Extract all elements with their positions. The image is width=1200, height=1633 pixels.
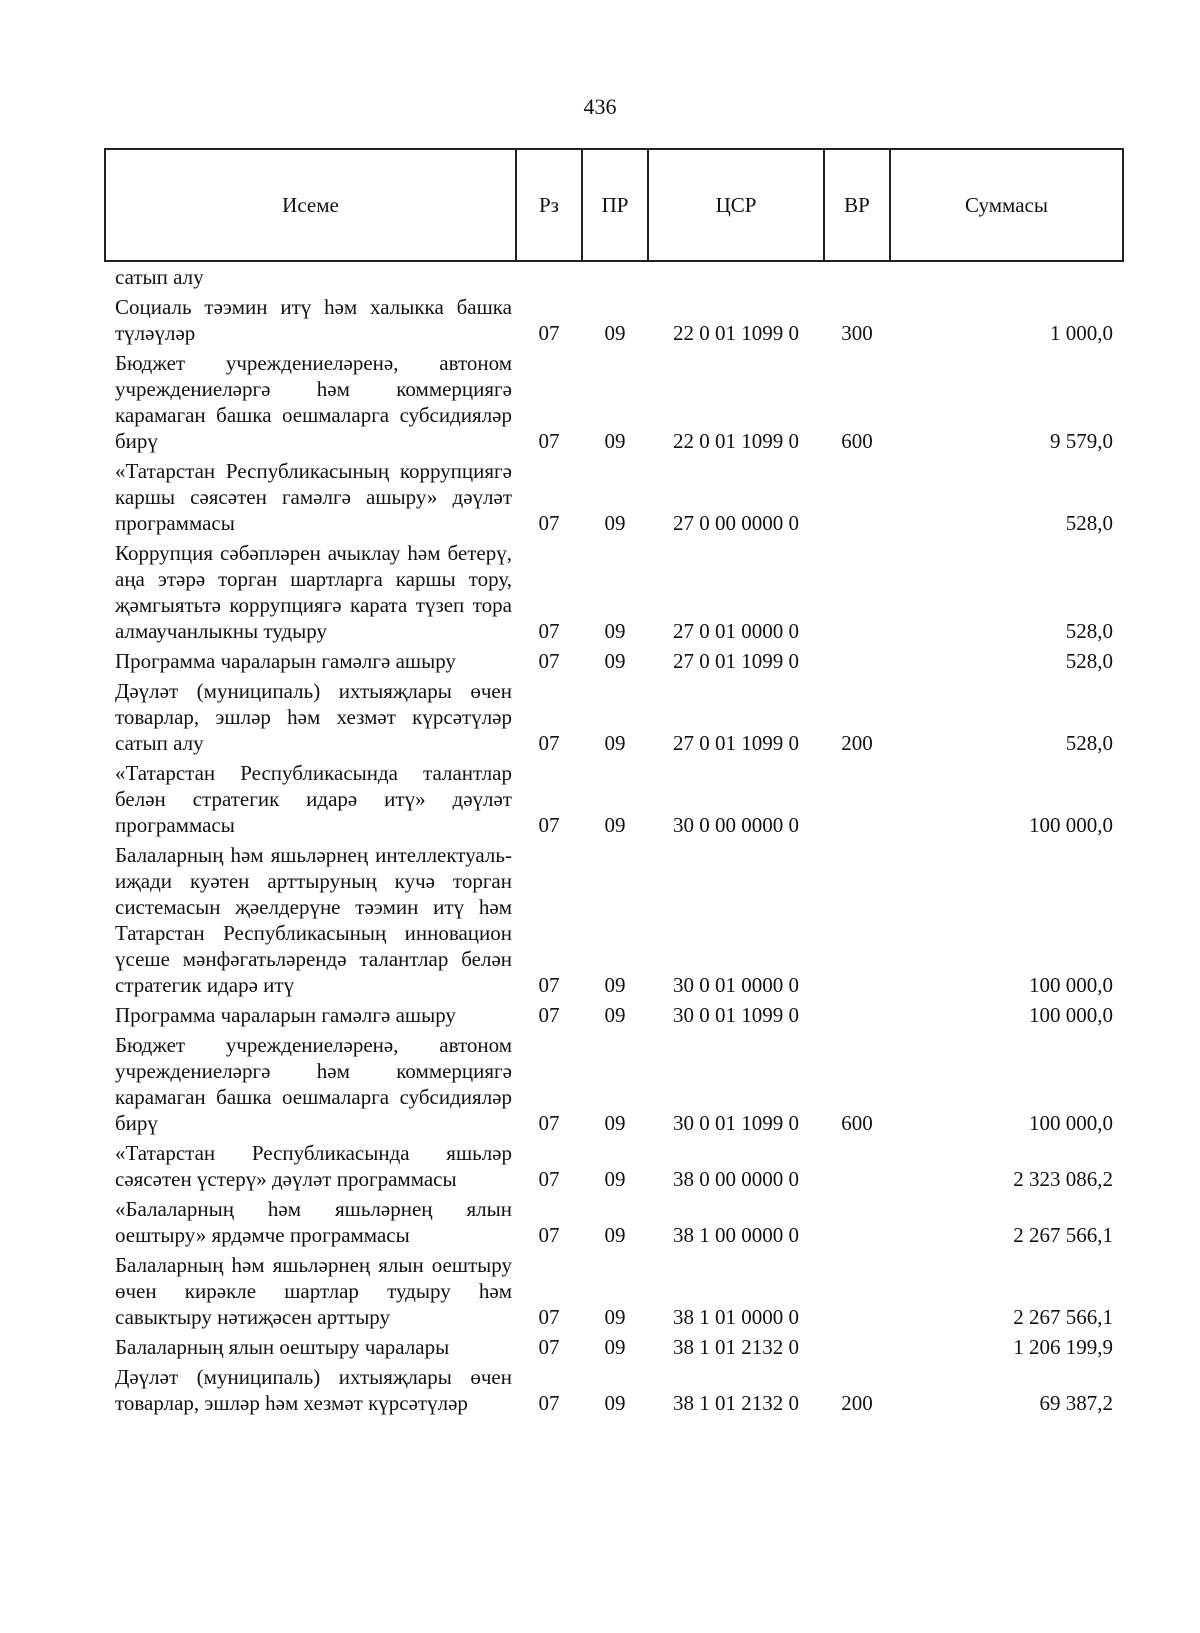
row-name: Программа чараларын гамәлгә ашыру	[115, 649, 456, 673]
row-name: Бюджет учреждениеләренә, автоном учреждениеләргә һәм коммерциягә карамаган башка оешмаларга субсидияләр бирү	[115, 1033, 512, 1135]
row-sum: 1 000,0	[1050, 321, 1113, 345]
row-sum: 528,0	[1065, 619, 1113, 643]
row-sum: 100 000,0	[1029, 1003, 1113, 1027]
row-rz: 07	[538, 1391, 560, 1415]
table-row	[105, 1002, 1123, 1032]
table-row	[105, 261, 1123, 294]
row-pr	[582, 261, 648, 294]
row-sum: 528,0	[1065, 649, 1113, 673]
row-pr: 09	[604, 973, 626, 997]
row-sum: 528,0	[1065, 731, 1113, 755]
table-body	[105, 261, 1123, 1420]
row-rz: 07	[538, 1335, 560, 1359]
row-csr: 38 0 00 0000 0	[673, 1167, 799, 1191]
table-row	[105, 1032, 1123, 1140]
row-sum: 100 000,0	[1029, 1111, 1113, 1135]
table-row	[105, 678, 1123, 760]
row-name: «Балаларның һәм яшьләрнең ялын оештыру» ярдәмче программасы	[115, 1197, 512, 1247]
row-csr: 38 1 01 0000 0	[673, 1305, 799, 1329]
row-pr: 09	[604, 731, 626, 755]
row-name: сатып алу	[115, 265, 204, 289]
row-pr: 09	[604, 619, 626, 643]
row-name: Дәүләт (муниципаль) ихтыяҗлары өчен товарлар, эшләр һәм хезмәт күрсәтүләр сатып алу	[115, 679, 512, 755]
row-rz: 07	[538, 321, 560, 345]
table-row	[105, 1140, 1123, 1196]
row-name: Балаларның ялын оештыру чаралары	[115, 1335, 450, 1359]
budget-table	[104, 148, 1124, 1420]
table-row	[105, 842, 1123, 1002]
header-name: Исеме	[105, 149, 516, 261]
row-vr: 600	[841, 429, 873, 453]
row-rz: 07	[538, 429, 560, 453]
row-vr	[824, 648, 890, 678]
row-name: «Татарстан Республикасында яшьләр сәясәтен үстерү» дәүләт программасы	[115, 1141, 512, 1191]
row-csr: 22 0 01 1099 0	[673, 321, 799, 345]
row-pr: 09	[604, 649, 626, 673]
row-rz: 07	[538, 511, 560, 535]
table-row	[105, 540, 1123, 648]
row-sum: 9 579,0	[1050, 429, 1113, 453]
table-row	[105, 1364, 1123, 1420]
row-pr: 09	[604, 1003, 626, 1027]
row-name: «Татарстан Республикасының коррупциягә каршы сәясәтен гамәлгә ашыру» дәүләт программасы	[115, 459, 512, 535]
header-vr: ВР	[824, 149, 890, 261]
row-pr: 09	[604, 1167, 626, 1191]
row-csr: 30 0 00 0000 0	[673, 813, 799, 837]
row-rz: 07	[538, 1167, 560, 1191]
row-rz: 07	[538, 973, 560, 997]
header-rz: Рз	[516, 149, 582, 261]
row-vr: 600	[841, 1111, 873, 1135]
table-row	[105, 760, 1123, 842]
row-vr	[824, 1334, 890, 1364]
row-vr	[824, 261, 890, 294]
row-vr: 200	[841, 1391, 873, 1415]
table-row	[105, 1334, 1123, 1364]
row-rz: 07	[538, 731, 560, 755]
table-row	[105, 648, 1123, 678]
row-pr: 09	[604, 321, 626, 345]
row-name: Социаль тәэмин итү һәм халыкка башка түләүләр	[115, 295, 512, 345]
row-sum: 2 323 086,2	[1013, 1167, 1113, 1191]
row-name: Дәүләт (муниципаль) ихтыяҗлары өчен товарлар, эшләр һәм хезмәт күрсәтүләр	[115, 1365, 512, 1415]
table-row	[105, 350, 1123, 458]
row-sum: 2 267 566,1	[1013, 1305, 1113, 1329]
row-rz: 07	[538, 1305, 560, 1329]
row-vr: 200	[841, 731, 873, 755]
table-row	[105, 458, 1123, 540]
row-vr: 300	[841, 321, 873, 345]
row-vr	[824, 1140, 890, 1196]
table-row	[105, 294, 1123, 350]
row-csr: 22 0 01 1099 0	[673, 429, 799, 453]
row-csr: 38 1 01 2132 0	[673, 1335, 799, 1359]
row-vr	[824, 1196, 890, 1252]
row-csr: 38 1 00 0000 0	[673, 1223, 799, 1247]
row-name: «Татарстан Республикасында талантлар белән стратегик идарә итү» дәүләт программасы	[115, 761, 512, 837]
row-pr: 09	[604, 1335, 626, 1359]
row-vr	[824, 842, 890, 1002]
row-csr: 27 0 01 1099 0	[673, 649, 799, 673]
row-vr	[824, 1002, 890, 1032]
row-csr: 38 1 01 2132 0	[673, 1391, 799, 1415]
row-rz: 07	[538, 1111, 560, 1135]
row-vr	[824, 760, 890, 842]
row-rz: 07	[538, 1223, 560, 1247]
row-name: Балаларның һәм яшьләрнең ялын оештыру өчен кирәкле шартлар тудыру һәм савыктыру нәтиҗәсен арттыру	[115, 1253, 512, 1329]
row-csr: 27 0 00 0000 0	[673, 511, 799, 535]
row-name: Бюджет учреждениеләренә, автоном учреждениеләргә һәм коммерциягә карамаган башка оешмаларга субсидияләр бирү	[115, 351, 512, 453]
row-rz: 07	[538, 649, 560, 673]
row-csr: 30 0 01 1099 0	[673, 1003, 799, 1027]
row-rz: 07	[538, 619, 560, 643]
row-vr	[824, 458, 890, 540]
row-pr: 09	[604, 1391, 626, 1415]
header-sum: Суммасы	[890, 149, 1123, 261]
row-csr: 30 0 01 1099 0	[673, 1111, 799, 1135]
row-pr: 09	[604, 1223, 626, 1247]
row-rz: 07	[538, 1003, 560, 1027]
header-pr: ПР	[582, 149, 648, 261]
row-csr: 27 0 01 1099 0	[673, 731, 799, 755]
table-row	[105, 1196, 1123, 1252]
row-name: Коррупция сәбәпләрен ачыклау һәм бетерү, аңа этәрә торган шартларга каршы тору, җәмгыятьтә коррупциягә карата түзеп тора алмаучанлыкны тудыру	[115, 541, 512, 643]
header-csr: ЦСР	[648, 149, 824, 261]
row-pr: 09	[604, 429, 626, 453]
row-pr: 09	[604, 1305, 626, 1329]
row-csr: 27 0 01 0000 0	[673, 619, 799, 643]
row-sum: 100 000,0	[1029, 973, 1113, 997]
row-name: Балаларның һәм яшьләрнең интеллектуаль-иҗади куәтен арттыруның кучә торган системасын җәелдерүне тәэмин итү һәм Татарстан Республикасының инновацион үсеше мәнфәгатьләрендә талантлар белән стратегик идарә итү	[115, 843, 512, 997]
row-sum: 100 000,0	[1029, 813, 1113, 837]
row-sum: 69 387,2	[1039, 1391, 1113, 1415]
row-pr: 09	[604, 1111, 626, 1135]
row-pr: 09	[604, 813, 626, 837]
row-rz	[516, 261, 582, 294]
row-rz: 07	[538, 813, 560, 837]
row-sum	[890, 261, 1123, 294]
table-row	[105, 1252, 1123, 1334]
row-pr: 09	[604, 511, 626, 535]
table-header	[105, 149, 1123, 261]
row-sum: 1 206 199,9	[1013, 1335, 1113, 1359]
row-vr	[824, 540, 890, 648]
row-name: Программа чараларын гамәлгә ашыру	[115, 1003, 456, 1027]
row-sum: 2 267 566,1	[1013, 1223, 1113, 1247]
page-number: 436	[583, 94, 617, 119]
row-vr	[824, 1252, 890, 1334]
row-csr: 30 0 01 0000 0	[673, 973, 799, 997]
row-sum: 528,0	[1065, 511, 1113, 535]
row-csr	[648, 261, 824, 294]
